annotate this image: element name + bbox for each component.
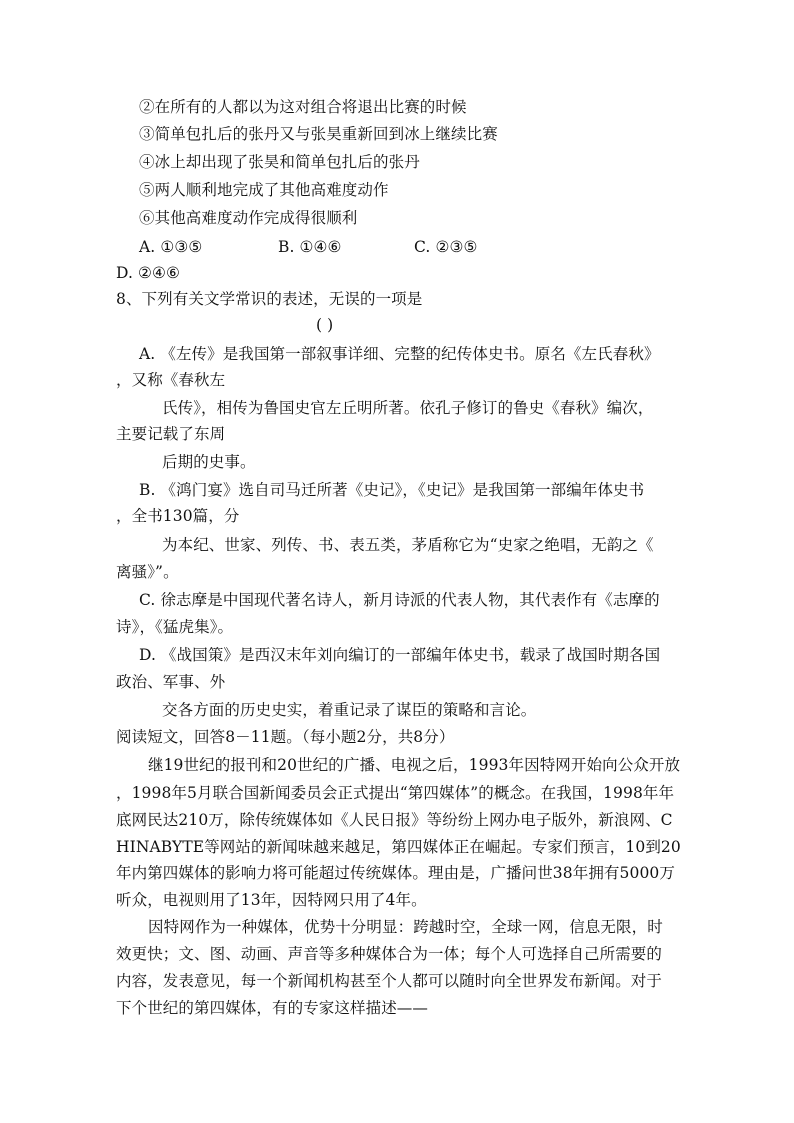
q7-item-3: ③简单包扎后的张丹又与张昊重新回到冰上继续比赛 xyxy=(139,125,498,143)
q7-item-2: ②在所有的人都以为这对组合将退出比赛的时候 xyxy=(139,98,467,116)
q7-item-4: ④冰上却出现了张昊和简单包扎后的张丹 xyxy=(139,153,420,171)
passage-line-9: 内容，发表意见，每一个新闻机构甚至个人都可以随时向全世界发布新闻。对于 xyxy=(116,972,663,990)
passage-line-3: 底网民达210万，除传统媒体如《人民日报》等纷纷上网办电子版外，新浪网、C xyxy=(116,811,673,829)
q8-option-d-line-3: 交各方面的历史史实，着重记录了谋臣的策略和言论。 xyxy=(162,701,537,719)
passage-line-5: 年内第四媒体的影响力将可能超过传统媒体。理由是，广播问世38年拥有5000万 xyxy=(116,864,675,882)
passage-line-8: 效更快；文、图、动画、声音等多种媒体合为一体；每个人可选择自己所需要的 xyxy=(116,945,663,963)
q8-stem: 8、下列有关文学常识的表述，无误的一项是 xyxy=(116,290,423,308)
q8-option-a-line-5: 后期的史事。 xyxy=(162,453,256,471)
q8-option-b-line-1: B. 《鸿门宴》选自司马迁所著《史记》，《史记》是我国第一部编年体史书 xyxy=(139,481,645,499)
q8-option-b-line-4: 离骚》”。 xyxy=(116,563,179,581)
q8-answer-blank: ( ) xyxy=(316,316,334,334)
q7-item-5: ⑤两人顺利地完成了其他高难度动作 xyxy=(139,181,389,199)
passage-line-6: 听众，电视则用了13年，因特网只用了4年。 xyxy=(116,891,427,909)
q7-option-c: C. ②③⑤ xyxy=(414,238,478,256)
q8-option-b-line-2: ，全书130篇，分 xyxy=(116,507,240,525)
q8-option-d-line-1: D. 《战国策》是西汉末年刘向编订的一部编年体史书，载录了战国时期各国 xyxy=(139,646,661,664)
q8-option-a-line-3: 氏传》，相传为鲁国史官左丘明所著。依孔子修订的鲁史《春秋》编次， xyxy=(162,399,654,417)
q7-option-d: D. ②④⑥ xyxy=(116,264,181,282)
q7-option-b: B. ①④⑥ xyxy=(278,238,342,256)
reading-instruction: 阅读短文，回答8－11题。（每小题2分，共8分） xyxy=(116,728,455,746)
passage-line-2: ，1998年5月联合国新闻委员会正式提出“第四媒体”的概念。在我国，1998年年 xyxy=(116,784,675,802)
passage-line-4: HINABYTE等网站的新闻味越来越足，第四媒体正在崛起。专家们预言，10到20 xyxy=(116,838,681,856)
q8-option-a-line-4: 主要记载了东周 xyxy=(116,425,226,443)
q8-option-a-line-2: ，又称《春秋左 xyxy=(116,371,226,389)
passage-line-1: 继19世纪的报刊和20世纪的广播、电视之后，1993年因特网开始向公众开放 xyxy=(148,756,681,774)
q8-option-c-line-2: 诗》，《猛虎集》。 xyxy=(116,618,234,636)
q8-option-b-line-3: 为本纪、世家、列传、书、表五类，茅盾称它为“史家之绝唱，无韵之《 xyxy=(162,536,654,554)
passage-line-10: 下个世纪的第四媒体，有的专家这样描述—— xyxy=(116,999,429,1017)
passage-line-7: 因特网作为一种媒体，优势十分明显：跨越时空，全球一网，信息无限，时 xyxy=(148,918,663,936)
q7-option-a: A. ①③⑤ xyxy=(139,238,203,256)
q8-option-d-line-2: 政治、军事、外 xyxy=(116,673,226,691)
q8-option-c-line-1: C. 徐志摩是中国现代著名诗人，新月诗派的代表人物，其代表作有《志摩的 xyxy=(139,591,660,609)
q8-option-a-line-1: A. 《左传》是我国第一部叙事详细、完整的纪传体史书。原名《左氏春秋》 xyxy=(139,345,660,363)
q7-item-6: ⑥其他高难度动作完成得很顺利 xyxy=(139,209,358,227)
